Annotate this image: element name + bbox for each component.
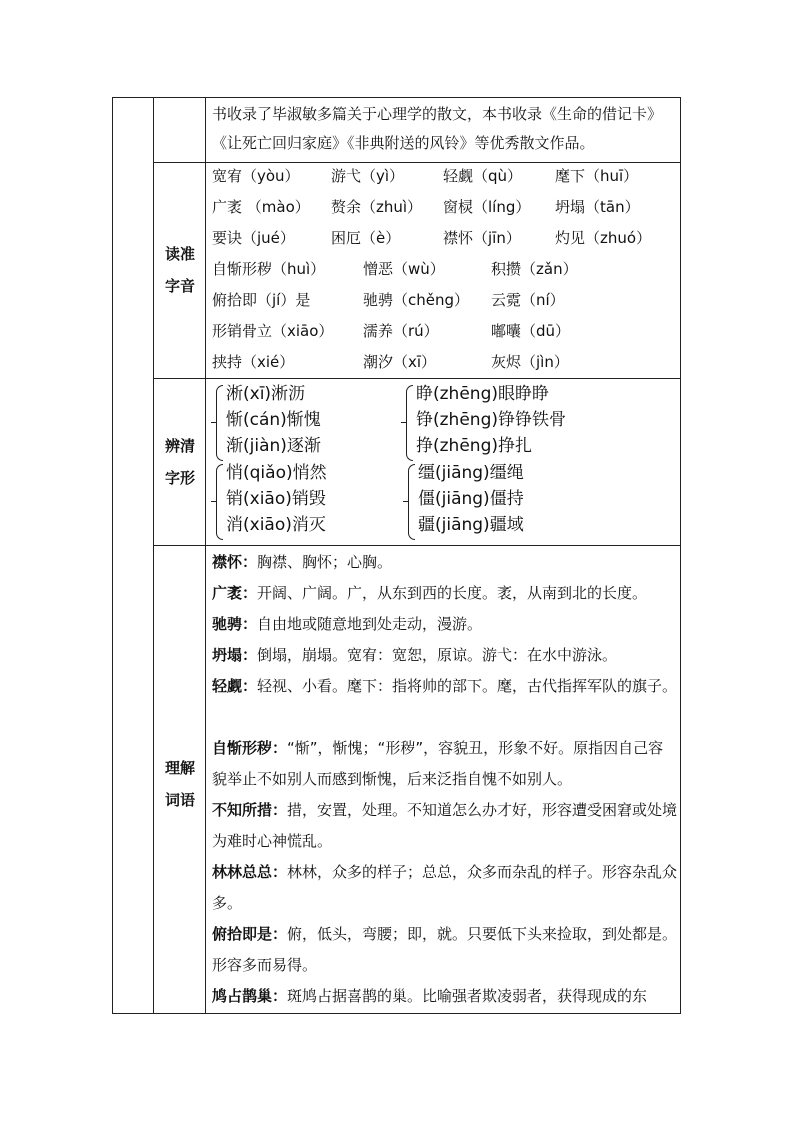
pron-cell: 形销骨立（xiāo） (212, 322, 334, 340)
vocab-label-1: 理解 (164, 759, 195, 777)
pron-cell: 赘余（zhuì） (331, 198, 423, 216)
vocab-table (112, 97, 681, 1014)
pron-cell: 灰烬（jìn） (491, 353, 569, 371)
vocab-definition: 开阔、广阔。广，从东到西的长度。袤，从南到北的长度。 (257, 584, 648, 602)
vocab-term: 坍塌： (212, 646, 258, 664)
vocab-definition: 林林，众多的样子；总总，众多而杂乱的样子。形容杂乱众多。 (212, 863, 678, 912)
vocab-definition: 俯，低头，弯腰；即，就。只要低下头来捡取，到处都是。形容多而易得。 (212, 925, 678, 974)
column-divider-1 (153, 98, 154, 1013)
glyph-group-2 (406, 383, 606, 463)
vocab-definition: 倒塌，崩塌。宽宥：宽恕，原谅。游弋：在水中游泳。 (257, 646, 618, 664)
vocab-definition: “惭”，惭愧；“形秽”，容貌丑，形象不好。原指因自己容貌举止不如别人而感到惭愧，后来泛指自愧不如别人。 (212, 739, 664, 788)
vocab-entry (212, 733, 678, 795)
brace-icon (408, 464, 415, 540)
pron-cell: 濡养（rú） (363, 322, 439, 340)
glyph-line: 消(xiāo)消灭 (226, 515, 326, 535)
vocab-definition: 斑鸠占据喜鹊的巢。比喻强者欺凌弱者，获得现成的东 (287, 987, 648, 1005)
vocab-entry (212, 609, 678, 640)
vocab-entry (212, 981, 678, 1012)
glyph-line: 惭(cán)惭愧 (226, 410, 321, 430)
pron-cell: 广袤 （mào） (212, 198, 310, 216)
glyph-line: 睁(zhēng)眼睁睁 (416, 384, 549, 404)
pron-cell: 襟怀（jīn） (443, 229, 521, 247)
vocab-term: 轻觑： (212, 677, 258, 695)
pron-cell: 云霓（ní） (491, 291, 565, 309)
glyph-line: 悄(qiǎo)悄然 (226, 463, 327, 483)
glyph-group-3 (216, 462, 396, 542)
row-divider-1 (154, 162, 680, 163)
pron-cell: 挟持（xié） (212, 353, 295, 371)
pron-cell: 俯拾即（jí）是 (212, 291, 311, 309)
vocab-definition: 自由地或随意地到处走动，漫游。 (257, 615, 483, 633)
pronunciation-label-2: 字音 (164, 277, 195, 295)
pron-cell: 潮汐（xī） (363, 353, 437, 371)
glyph-group-4 (408, 462, 608, 542)
glyphs-label-2: 字形 (164, 469, 195, 487)
row-divider-2 (154, 378, 680, 379)
pron-cell: 自惭形秽（huì） (212, 260, 326, 278)
vocab-label (154, 752, 206, 816)
vocab-entry (212, 795, 678, 857)
pron-cell: 灼见（zhuó） (555, 229, 652, 247)
vocab-entry (212, 919, 678, 981)
glyph-line: 销(xiāo)销毁 (226, 489, 326, 509)
intro-line-2: 《让死亡回归家庭》《非典附送的风铃》等优秀散文作品。 (212, 134, 595, 152)
pronunciation-label (154, 238, 206, 302)
brace-icon (216, 464, 223, 540)
pron-cell: 驰骋（chěng） (363, 291, 470, 309)
pron-cell: 麾下（huī） (555, 167, 639, 185)
vocab-term: 鸠占鹊巢： (212, 987, 288, 1005)
vocab-term: 不知所措： (212, 801, 288, 819)
row-divider-3 (154, 545, 680, 546)
glyph-group-1 (216, 383, 396, 463)
vocab-entry (212, 640, 678, 671)
brace-icon (406, 385, 413, 461)
pron-cell: 轻觑（qù） (443, 167, 523, 185)
glyph-line: 缰(jiāng)缰绳 (418, 463, 524, 483)
pron-cell: 坍塌（tān） (555, 198, 640, 216)
vocab-definition: 措，安置，处理。不知道怎么办才好，形容遭受困窘或处境为难时心神慌乱。 (212, 801, 678, 850)
column-divider-2 (205, 98, 206, 1013)
vocab-entry (212, 857, 678, 919)
glyph-line: 铮(zhēng)铮铮铁骨 (416, 410, 566, 430)
brace-icon (216, 385, 223, 461)
vocab-term: 襟怀： (212, 553, 258, 571)
vocab-entry (212, 671, 678, 702)
vocab-term: 广袤： (212, 584, 258, 602)
glyph-line: 挣(zhēng)挣扎 (416, 436, 532, 456)
pron-cell: 憎恶（wù） (363, 260, 445, 278)
vocab-term: 俯拾即是： (212, 925, 288, 943)
vocab-entry (212, 578, 678, 609)
vocab-definition: 胸襟、胸怀；心胸。 (257, 553, 393, 571)
vocab-term: 林林总总： (212, 863, 288, 881)
vocab-entry (212, 547, 678, 578)
pronunciation-label-1: 读准 (164, 245, 195, 263)
glyph-line: 淅(xī)淅沥 (226, 384, 306, 404)
intro-text (212, 100, 680, 158)
glyph-line: 疆(jiāng)疆域 (418, 515, 524, 535)
pron-cell: 宽宥（yòu） (212, 167, 300, 185)
glyphs-label-1: 辨清 (164, 437, 195, 455)
pron-cell: 游弋（yì） (331, 167, 405, 185)
glyph-line: 僵(jiāng)僵持 (418, 489, 524, 509)
pron-cell: 嘟囔（dū） (491, 322, 571, 340)
vocab-term: 驰骋： (212, 615, 258, 633)
vocab-term: 自惭形秽： (212, 739, 288, 757)
pron-cell: 窗棂（líng） (443, 198, 531, 216)
intro-line-1: 书收录了毕淑敏多篇关于心理学的散文，本书收录《生命的借记卡》 (212, 105, 663, 123)
vocab-definition: 轻视、小看。麾下：指将帅的部下。麾，古代指挥军队的旗子。 (257, 677, 678, 695)
pron-cell: 要诀（jué） (212, 229, 295, 247)
pron-cell: 积攒（zǎn） (491, 260, 578, 278)
pron-cell: 困厄（è） (331, 229, 401, 247)
glyphs-label (154, 430, 206, 494)
glyph-line: 渐(jiàn)逐渐 (226, 436, 321, 456)
vocab-label-2: 词语 (164, 791, 195, 809)
